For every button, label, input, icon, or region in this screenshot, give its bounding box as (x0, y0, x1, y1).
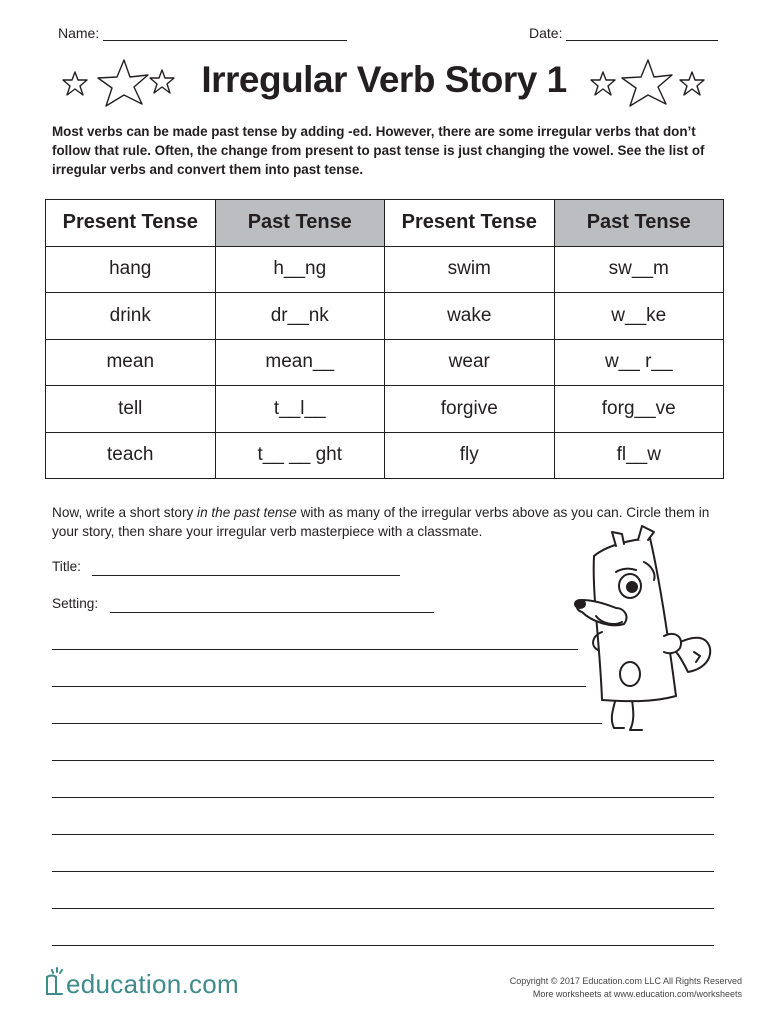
large-star-icon (622, 60, 672, 106)
story-instructions: Now, write a short story in the past tense with as many of the irregular verbs above as you can. Circle them in your story, then share your irregular verb masterpiece with a classmate. (52, 505, 710, 539)
date-label: Date: (529, 25, 563, 41)
column-header: Present Tense (46, 200, 216, 247)
past-verb-blank-cell[interactable]: sw__m (554, 246, 724, 293)
story-title-label: Title: (52, 559, 81, 574)
table-row (46, 339, 724, 386)
writing-line[interactable] (52, 871, 714, 872)
past-verb-blank-cell[interactable]: mean__ (215, 339, 385, 386)
copyright-text: Copyright © 2017 Education.com LLC All Rights Reserved (509, 976, 742, 986)
writing-line[interactable] (52, 649, 578, 650)
footer-copyright (510, 975, 742, 1001)
date-field[interactable] (529, 25, 718, 41)
table-row (46, 386, 724, 433)
column-header: Present Tense (385, 200, 555, 247)
date-line[interactable] (566, 26, 718, 41)
cartoon-character-illustration (572, 524, 718, 736)
past-verb-blank-cell[interactable]: dr__nk (215, 293, 385, 340)
present-verb-cell: hang (46, 246, 216, 293)
present-verb-cell: wear (385, 339, 555, 386)
past-verb-blank-cell[interactable]: w__ke (554, 293, 724, 340)
table-row (46, 246, 724, 293)
story-title-field[interactable] (52, 559, 81, 574)
present-verb-cell: mean (46, 339, 216, 386)
logo-text-suffix: .com (181, 969, 240, 999)
past-verb-blank-cell[interactable]: t__l__ (215, 386, 385, 433)
present-verb-cell: fly (385, 432, 555, 479)
column-header: Past Tense (215, 200, 385, 247)
intro-text: Most verbs can be made past tense by adding -ed. However, there are some irregular verbs that don’t follow that rule. Often, the change from present to past tense is just changing the vowel. See the list of irregular verbs and convert them into past tense. (52, 124, 705, 177)
present-verb-cell: tell (46, 386, 216, 433)
story-setting-line[interactable] (110, 612, 434, 613)
present-verb-cell: wake (385, 293, 555, 340)
table-row (46, 432, 724, 479)
writing-line[interactable] (52, 723, 602, 724)
book-icon (44, 967, 66, 997)
story-setting-field[interactable] (52, 596, 98, 611)
past-verb-blank-cell[interactable]: h__ng (215, 246, 385, 293)
small-star-icon (591, 72, 615, 95)
column-header: Past Tense (554, 200, 724, 247)
worksheet-title: Irregular Verb Story 1 (201, 59, 567, 100)
present-verb-cell: forgive (385, 386, 555, 433)
stars-right-decoration (588, 58, 710, 114)
past-verb-blank-cell[interactable]: t__ __ ght (215, 432, 385, 479)
writing-line[interactable] (52, 686, 586, 687)
education-com-logo (44, 967, 239, 1000)
small-star-icon (680, 72, 704, 95)
past-verb-blank-cell[interactable]: fl__w (554, 432, 724, 479)
story-title-line[interactable] (92, 575, 400, 576)
table-row (46, 293, 724, 340)
present-verb-cell: drink (46, 293, 216, 340)
story-setting-label: Setting: (52, 596, 99, 611)
present-verb-cell: swim (385, 246, 555, 293)
writing-line[interactable] (52, 797, 714, 798)
writing-line[interactable] (52, 945, 714, 946)
irregular-verb-table (45, 199, 724, 479)
logo-text-main: education (66, 969, 182, 999)
table-header-row (46, 200, 724, 247)
name-line[interactable] (103, 26, 347, 41)
writing-line[interactable] (52, 834, 714, 835)
name-label: Name: (58, 25, 100, 41)
more-worksheets-link[interactable]: More worksheets at www.education.com/worksheets (532, 989, 742, 999)
past-verb-blank-cell[interactable]: forg__ve (554, 386, 724, 433)
past-verb-blank-cell[interactable]: w__ r__ (554, 339, 724, 386)
present-verb-cell: teach (46, 432, 216, 479)
writing-line[interactable] (52, 760, 714, 761)
name-field[interactable] (58, 25, 347, 41)
writing-line[interactable] (52, 908, 714, 909)
